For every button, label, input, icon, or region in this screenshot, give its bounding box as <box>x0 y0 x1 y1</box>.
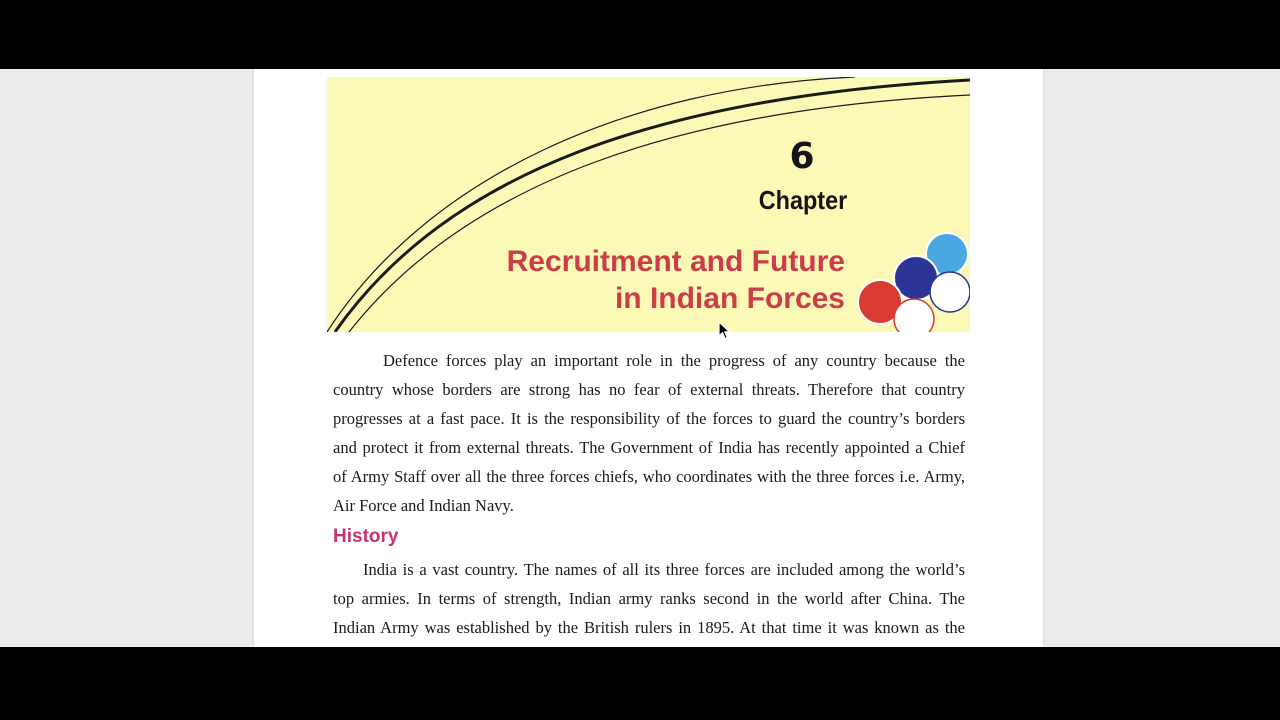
paragraph-line: top armies. In terms of strength, Indian army ranks second in the world after China. The <box>333 589 965 608</box>
chapter-banner <box>327 77 970 332</box>
paragraph-line: Air Force and Indian Navy. <box>333 496 514 515</box>
chapter-title <box>507 243 845 317</box>
history-paragraph <box>333 555 965 642</box>
paragraph-line: of Army Staff over all the three forces chiefs, who coordinates with the three forces i.e. Army, <box>333 467 965 486</box>
document-page <box>254 69 1043 647</box>
chapter-title-line-2: in Indian Forces <box>614 282 845 315</box>
decorative-circles-icon <box>857 232 970 332</box>
chapter-title-line-1: Recruitment and Future <box>506 245 845 278</box>
chapter-label: Chapter <box>758 185 848 215</box>
mouse-pointer-icon <box>718 321 732 341</box>
intro-paragraph <box>333 346 965 520</box>
paragraph-line: Defence forces play an important role in the progress of any country because the <box>383 351 965 370</box>
document-viewer[interactable] <box>0 69 1280 647</box>
paragraph-line: progresses at a fast pace. It is the responsibility of the forces to guard the country’s borders <box>333 409 965 428</box>
paragraph-line: country whose borders are strong has no fear of external threats. Therefore that country <box>333 380 965 399</box>
paragraph-line: Indian Army was established by the British rulers in 1895. At that time it was known as the <box>333 618 965 637</box>
paragraph-line: and protect it from external threats. The Government of India has recently appointed a Chief <box>333 438 965 457</box>
chapter-number: 6 <box>789 136 815 177</box>
paragraph-line: India is a vast country. The names of all its three forces are included among the world’s <box>363 560 965 579</box>
section-heading-history: History <box>333 526 399 547</box>
